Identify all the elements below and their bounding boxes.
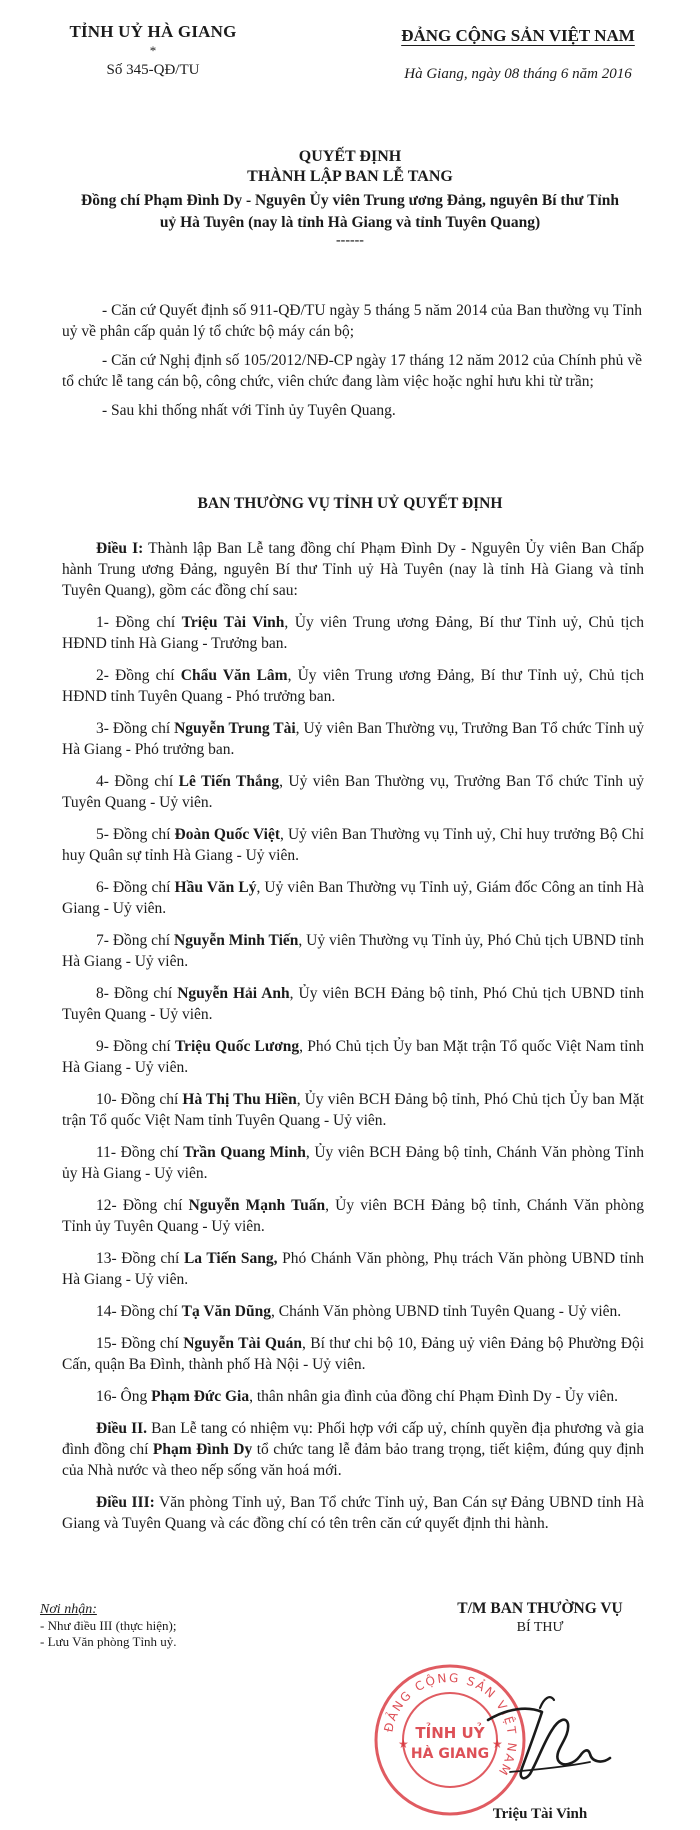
committee-member	[62, 718, 644, 760]
member-list	[62, 612, 644, 1407]
title-subject: Đồng chí Phạm Đình Dy - Nguyên Ủy viên Trung ương Đảng, nguyên Bí thư Tỉnh uỷ Hà Tuyên (nay là tỉnh Hà Giang và tỉnh Tuyên Quang)	[81, 192, 619, 231]
member-role: , Ủy viên Trung ương Đảng, Bí thư Tỉnh uỷ, Chủ tịch HĐND tỉnh Hà Giang - Trưởng ban.	[62, 614, 644, 652]
handwritten-signature	[470, 1690, 620, 1800]
member-name: Triệu Quốc Lương	[174, 1038, 300, 1055]
decision-heading: BAN THƯỜNG VỤ TỈNH UỶ QUYẾT ĐỊNH	[197, 495, 503, 512]
title-line-2: THÀNH LẬP BAN LỄ TANG	[247, 168, 453, 185]
recipient-item: - Như điều III (thực hiện);	[40, 1618, 177, 1633]
committee-member	[62, 1301, 644, 1322]
committee-member	[62, 983, 644, 1025]
member-prefix: 13- Đồng chí	[96, 1250, 184, 1267]
member-prefix: 15- Đồng chí	[96, 1335, 184, 1352]
document-number: Số 345-QĐ/TU	[106, 62, 200, 78]
committee-member	[62, 1248, 644, 1290]
svg-text:ĐẢNG CỘNG SẢN VIỆT NAM: ĐẢNG CỘNG SẢN VIỆT NAM	[381, 1670, 520, 1780]
member-name: Đoàn Quốc Việt	[174, 826, 280, 843]
member-name: La Tiến Sang,	[183, 1250, 278, 1267]
svg-text:★: ★	[398, 1737, 409, 1751]
title-line-1: QUYẾT ĐỊNH	[298, 148, 402, 165]
article-1-label: Điều I:	[96, 540, 144, 557]
article-2-text-b: tổ chức tang lễ đảm bảo trang trọng, tiết kiệm, đúng quy định của Nhà nước và theo nếp sống văn hoá mới.	[62, 1441, 644, 1479]
committee-member	[62, 1036, 644, 1078]
member-prefix: 5- Đồng chí	[96, 826, 175, 843]
committee-member	[62, 771, 644, 813]
member-prefix: 12- Đồng chí	[96, 1197, 189, 1214]
member-role: , Uỷ viên Thường vụ Tỉnh ủy, Phó Chủ tịch UBND tỉnh Hà Giang - Uỷ viên.	[62, 932, 645, 970]
signature-on-behalf: T/M BAN THƯỜNG VỤ	[457, 1600, 623, 1617]
document-title	[80, 148, 620, 246]
committee-member	[62, 1386, 644, 1407]
member-role: , Ủy viên BCH Đảng bộ tỉnh, Chánh Văn phòng Tỉnh ủy Tuyên Quang - Uỷ viên.	[62, 1197, 645, 1235]
member-name: Triệu Tài Vinh	[181, 614, 285, 631]
svg-text:HÀ GIANG: HÀ GIANG	[410, 1746, 490, 1762]
recipients	[40, 1602, 340, 1650]
member-role: Phó Chánh Văn phòng, Phụ trách Văn phòng UBND tỉnh Hà Giang - Uỷ viên.	[62, 1250, 644, 1288]
member-name: Nguyễn Trung Tài	[174, 720, 296, 737]
member-prefix: 3- Đồng chí	[96, 720, 175, 737]
svg-text:TỈNH UỶ: TỈNH UỶ	[415, 1724, 485, 1742]
member-role: , Ủy viên BCH Đảng bộ tỉnh, Chánh Văn phòng Tỉnh ủy Hà Giang - Uỷ viên.	[62, 1144, 644, 1182]
committee-member	[62, 877, 644, 919]
article-2	[62, 1418, 644, 1481]
member-name: Tạ Văn Dũng	[181, 1303, 271, 1320]
issuer-header	[48, 22, 258, 79]
member-prefix: 6- Đồng chí	[96, 879, 175, 896]
preamble-item: - Căn cứ Quyết định số 911-QĐ/TU ngày 5 tháng 5 năm 2014 của Ban thường vụ Tỉnh uỷ về phân cấp quản lý tổ chức bộ máy cán bộ;	[62, 302, 642, 340]
committee-member	[62, 665, 644, 707]
article-2-name: Phạm Đình Dy	[152, 1441, 253, 1458]
member-name: Nguyễn Hải Anh	[177, 985, 290, 1002]
committee-member	[62, 1142, 644, 1184]
member-prefix: 9- Đồng chí	[96, 1038, 175, 1055]
member-role: , thân nhân gia đình của đồng chí Phạm Đình Dy - Ủy viên.	[249, 1388, 619, 1405]
article-1-text: Thành lập Ban Lễ tang đồng chí Phạm Đình Dy - Nguyên Ủy viên Ban Chấp hành Trung ương Đảng, nguyên Bí thư Tỉnh uỷ Hà Tuyên (nay là tỉnh Hà Giang và tỉnh Tuyên Quang), gồm các đồng chí sau:	[62, 540, 644, 599]
article-2-label: Điều II.	[96, 1420, 148, 1437]
member-role: , Uỷ viên Ban Thường vụ, Trưởng Ban Tổ chức Tỉnh uỷ Tuyên Quang - Uỷ viên.	[62, 773, 644, 811]
preamble-item: - Căn cứ Nghị định số 105/2012/NĐ-CP ngày 17 tháng 12 năm 2012 của Chính phủ về tổ chức lễ tang cán bộ, công chức, viên chức đang làm việc hoặc nghỉ hưu khi từ trần;	[62, 352, 642, 390]
member-prefix: 2- Đồng chí	[96, 667, 181, 684]
committee-member	[62, 612, 644, 654]
member-name: Lê Tiến Thắng	[178, 773, 280, 790]
member-role: , Phó Chủ tịch Ủy ban Mặt trận Tổ quốc Việt Nam tỉnh Hà Giang - Uỷ viên.	[62, 1038, 644, 1076]
member-role: , Ủy viên Trung ương Đảng, Bí thư Tỉnh uỷ, Chủ tịch HĐND tỉnh Tuyên Quang - Phó trưởng ban.	[62, 667, 644, 705]
svg-text:★: ★	[492, 1737, 503, 1751]
member-prefix: 10- Đồng chí	[96, 1091, 183, 1108]
article-3-text: Văn phòng Tỉnh uỷ, Ban Tổ chức Tỉnh uỷ, Ban Cán sự Đảng UBND tỉnh Hà Giang và Tuyên Quang và các đồng chí có tên trên căn cứ quyết định thi hành.	[62, 1494, 644, 1532]
committee-member	[62, 824, 644, 866]
member-name: Nguyễn Tài Quán	[183, 1335, 302, 1352]
committee-member	[62, 1089, 644, 1131]
header-star: *	[149, 43, 157, 58]
article-3-label: Điều III:	[96, 1494, 155, 1511]
issuer-name: TỈNH UỶ HÀ GIANG	[69, 22, 237, 41]
preamble-item: - Sau khi thống nhất với Tỉnh ủy Tuyên Quang.	[102, 402, 396, 419]
member-prefix: 4- Đồng chí	[96, 773, 179, 790]
preamble	[62, 300, 642, 429]
document-date: Hà Giang, ngày 08 tháng 6 năm 2016	[404, 66, 632, 82]
recipient-item: - Lưu Văn phòng Tỉnh uỷ.	[40, 1634, 177, 1649]
committee-member	[62, 1195, 644, 1237]
article-2-text-a: Ban Lễ tang có nhiệm vụ: Phối hợp với cấp uỷ, chính quyền địa phương và gia đình đồng chí	[62, 1420, 644, 1458]
member-role: , Uỷ viên Ban Thường vụ Tỉnh uỷ, Giám đốc Công an tỉnh Hà Giang - Uỷ viên.	[62, 879, 644, 917]
member-prefix: 7- Đồng chí	[96, 932, 175, 949]
article-3	[62, 1492, 644, 1534]
member-name: Chẩu Văn Lâm	[180, 667, 288, 684]
member-prefix: 14- Đồng chí	[96, 1303, 182, 1320]
signatory-name: Triệu Tài Vinh	[492, 1806, 588, 1822]
party-name: ĐẢNG CỘNG SẢN VIỆT NAM	[401, 26, 635, 45]
recipients-label: Nơi nhận:	[40, 1602, 97, 1617]
member-name: Nguyễn Mạnh Tuấn	[188, 1197, 326, 1214]
article-1	[62, 538, 644, 601]
member-prefix: 16- Ông	[96, 1388, 152, 1405]
member-role: , Uỷ viên Ban Thường vụ Tỉnh uỷ, Chỉ huy trưởng Bộ Chỉ huy Quân sự tỉnh Hà Giang - Uỷ viên.	[62, 826, 644, 864]
member-name: Hà Thị Thu Hiền	[182, 1091, 297, 1108]
member-role: , Ủy viên BCH Đảng bộ tỉnh, Phó Chủ tịch UBND tỉnh Tuyên Quang - Uỷ viên.	[62, 985, 644, 1023]
member-prefix: 8- Đồng chí	[96, 985, 178, 1002]
committee-member	[62, 930, 644, 972]
signature-role: BÍ THƯ	[516, 1620, 564, 1635]
party-header	[368, 26, 668, 83]
member-role: , Bí thư chi bộ 10, Đảng uỷ viên Đảng bộ Phường Đội Cấn, quận Ba Đình, thành phố Hà Nội - Uỷ viên.	[62, 1335, 644, 1373]
member-name: Trần Quang Minh	[183, 1144, 306, 1161]
member-name: Nguyễn Minh Tiến	[174, 932, 299, 949]
member-prefix: 11- Đồng chí	[96, 1144, 184, 1161]
title-divider: ------	[336, 233, 364, 248]
member-role: , Ủy viên BCH Đảng bộ tỉnh, Phó Chủ tịch Ủy ban Mặt trận Tổ quốc Việt Nam tỉnh Tuyên Quang - Uỷ viên.	[62, 1091, 644, 1129]
member-role: , Chánh Văn phòng UBND tỉnh Tuyên Quang - Uỷ viên.	[270, 1303, 622, 1320]
member-prefix: 1- Đồng chí	[96, 614, 182, 631]
member-role: , Uỷ viên Ban Thường vụ, Trưởng Ban Tổ chức Tỉnh uỷ Hà Giang - Phó trưởng ban.	[62, 720, 644, 758]
member-name: Hầu Văn Lý	[174, 879, 257, 896]
member-name: Phạm Đức Gia	[151, 1388, 250, 1405]
committee-member	[62, 1333, 644, 1375]
decision-body	[62, 538, 644, 1545]
